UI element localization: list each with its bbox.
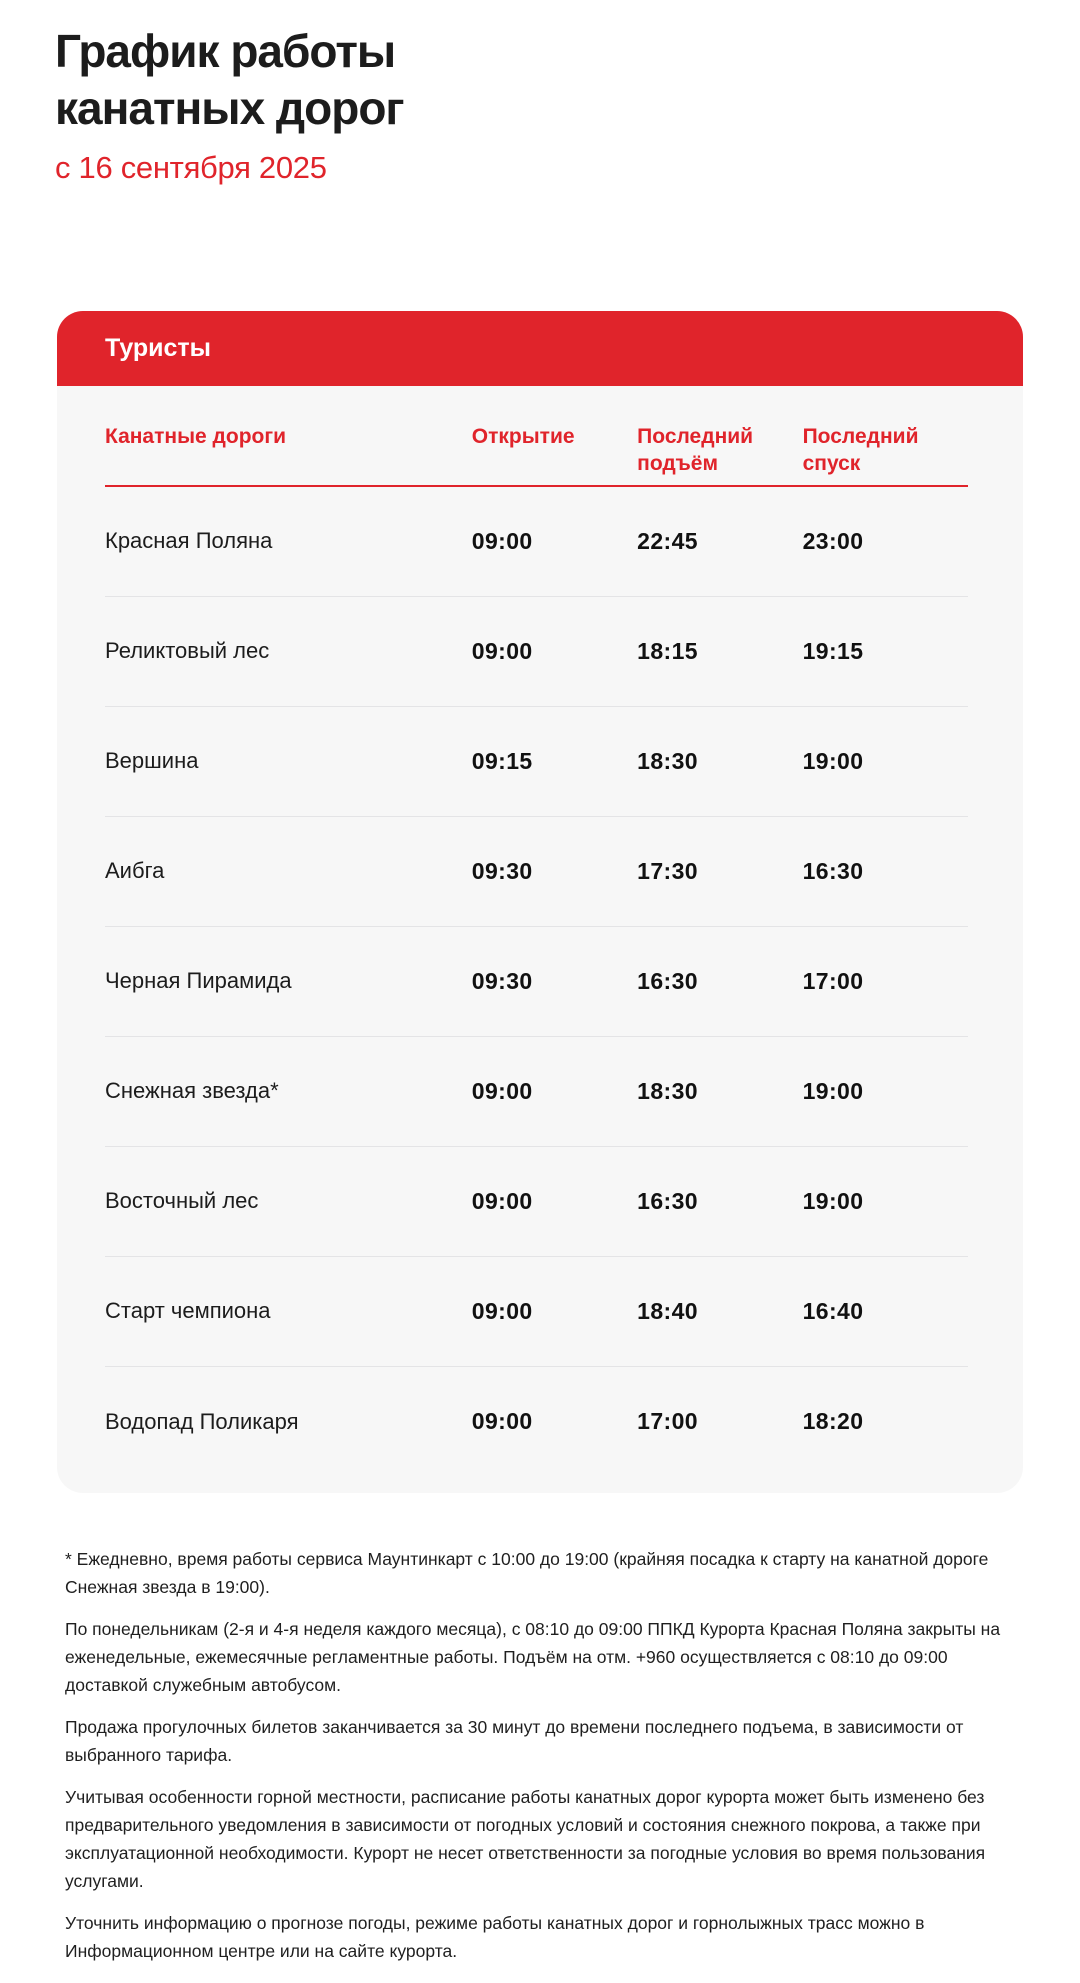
table-row [105,927,968,1037]
last-ascent-time: 16:30 [637,967,698,994]
page-title-line2: канатных дорог [55,82,404,135]
column-header-opening: Открытие [471,425,575,449]
footnote-maintenance-mondays: По понедельникам (2-я и 4-я неделя каждого месяца), с 08:10 до 09:00 ППКД Курорта Красная Поляна закрыты на еженедельные, ежемесячные регламентные работы. Подъём на отм. +960 осуществляется с 08:10 до 09:00 доставкой служебным автобусом. [65,1618,1001,1695]
footnote-info-center: Уточнить информацию о прогнозе погоды, режиме работы канатных дорог и горнолыжных трасс можно в Информационном центре или на сайте курорта. [65,1912,925,1961]
last-ascent-time: 17:00 [637,1408,698,1435]
opening-time: 09:00 [471,1187,533,1214]
last-descent-time: 16:30 [802,857,864,884]
last-ascent-time: 18:40 [637,1297,698,1324]
lift-name: Красная Поляна [105,528,273,554]
table-row [105,1037,968,1147]
table-header-row [105,386,968,487]
table-row [105,1367,968,1477]
footnote-mountain-cart: * Ежедневно, время работы сервиса Маунтинкарт с 10:00 до 19:00 (крайняя посадка к старту на канатной дороге Снежная звезда в 19:00). [65,1548,989,1597]
opening-time: 09:30 [471,967,533,994]
lift-name: Реликтовый лес [105,638,270,664]
footnote-weather-disclaimer: Учитывая особенности горной местности, расписание работы канатных дорог курорта может быть изменено без предварительного уведомления в зависимости от погодных условий и состояния снежного покрова, а также при эксплуатационной необходимости. Курорт не несет ответственности за погодные условия во время пользования услугами. [65,1786,986,1891]
lift-name: Восточный лес [105,1188,259,1214]
opening-time: 09:00 [471,1297,533,1324]
opening-time: 09:00 [471,527,533,554]
table-row [105,1147,968,1257]
opening-time: 09:30 [471,857,533,884]
last-descent-time: 19:00 [802,1077,864,1104]
table-row [105,597,968,707]
footnotes-section [0,1493,1080,1983]
last-ascent-time: 17:30 [637,857,698,884]
last-descent-time: 23:00 [802,527,864,554]
column-header-last-ascent: Последний подъём [637,425,754,475]
card-header [57,311,1023,386]
effective-date-subtitle: с 16 сентября 2025 [55,150,327,186]
last-ascent-time: 16:30 [637,1187,698,1214]
lift-name: Старт чемпиона [105,1298,271,1324]
card-header-title: Туристы [105,334,212,363]
last-descent-time: 18:20 [802,1408,864,1435]
opening-time: 09:00 [471,1408,533,1435]
last-descent-time: 17:00 [802,967,864,994]
page-title-line1: График работы [55,25,396,77]
opening-time: 09:15 [471,747,533,774]
last-descent-time: 19:15 [802,637,864,664]
lift-name: Аибга [105,858,165,884]
last-ascent-time: 18:30 [637,747,698,774]
last-ascent-time: 22:45 [637,527,698,554]
schedule-table [57,386,1023,1493]
last-descent-time: 16:40 [802,1297,864,1324]
page-title [55,23,1025,137]
lift-name: Снежная звезда* [105,1078,279,1104]
page-header [0,0,1080,186]
column-header-lifts: Канатные дороги [105,425,287,449]
table-row [105,1257,968,1367]
table-row [105,817,968,927]
opening-time: 09:00 [471,1077,533,1104]
last-ascent-time: 18:15 [637,637,698,664]
tourists-schedule-card [57,311,1023,1493]
lift-name: Черная Пирамида [105,968,292,994]
last-ascent-time: 18:30 [637,1077,698,1104]
table-row [105,707,968,817]
lift-name: Водопад Поликаря [105,1408,299,1434]
lift-name: Вершина [105,748,199,774]
column-header-last-descent: Последний спуск [802,425,919,475]
table-row [105,487,968,597]
last-descent-time: 19:00 [802,747,864,774]
last-descent-time: 19:00 [802,1187,864,1214]
footnote-ticket-sales: Продажа прогулочных билетов заканчивается за 30 минут до времени последнего подъема, в зависимости от выбранного тарифа. [65,1716,964,1765]
opening-time: 09:00 [471,637,533,664]
